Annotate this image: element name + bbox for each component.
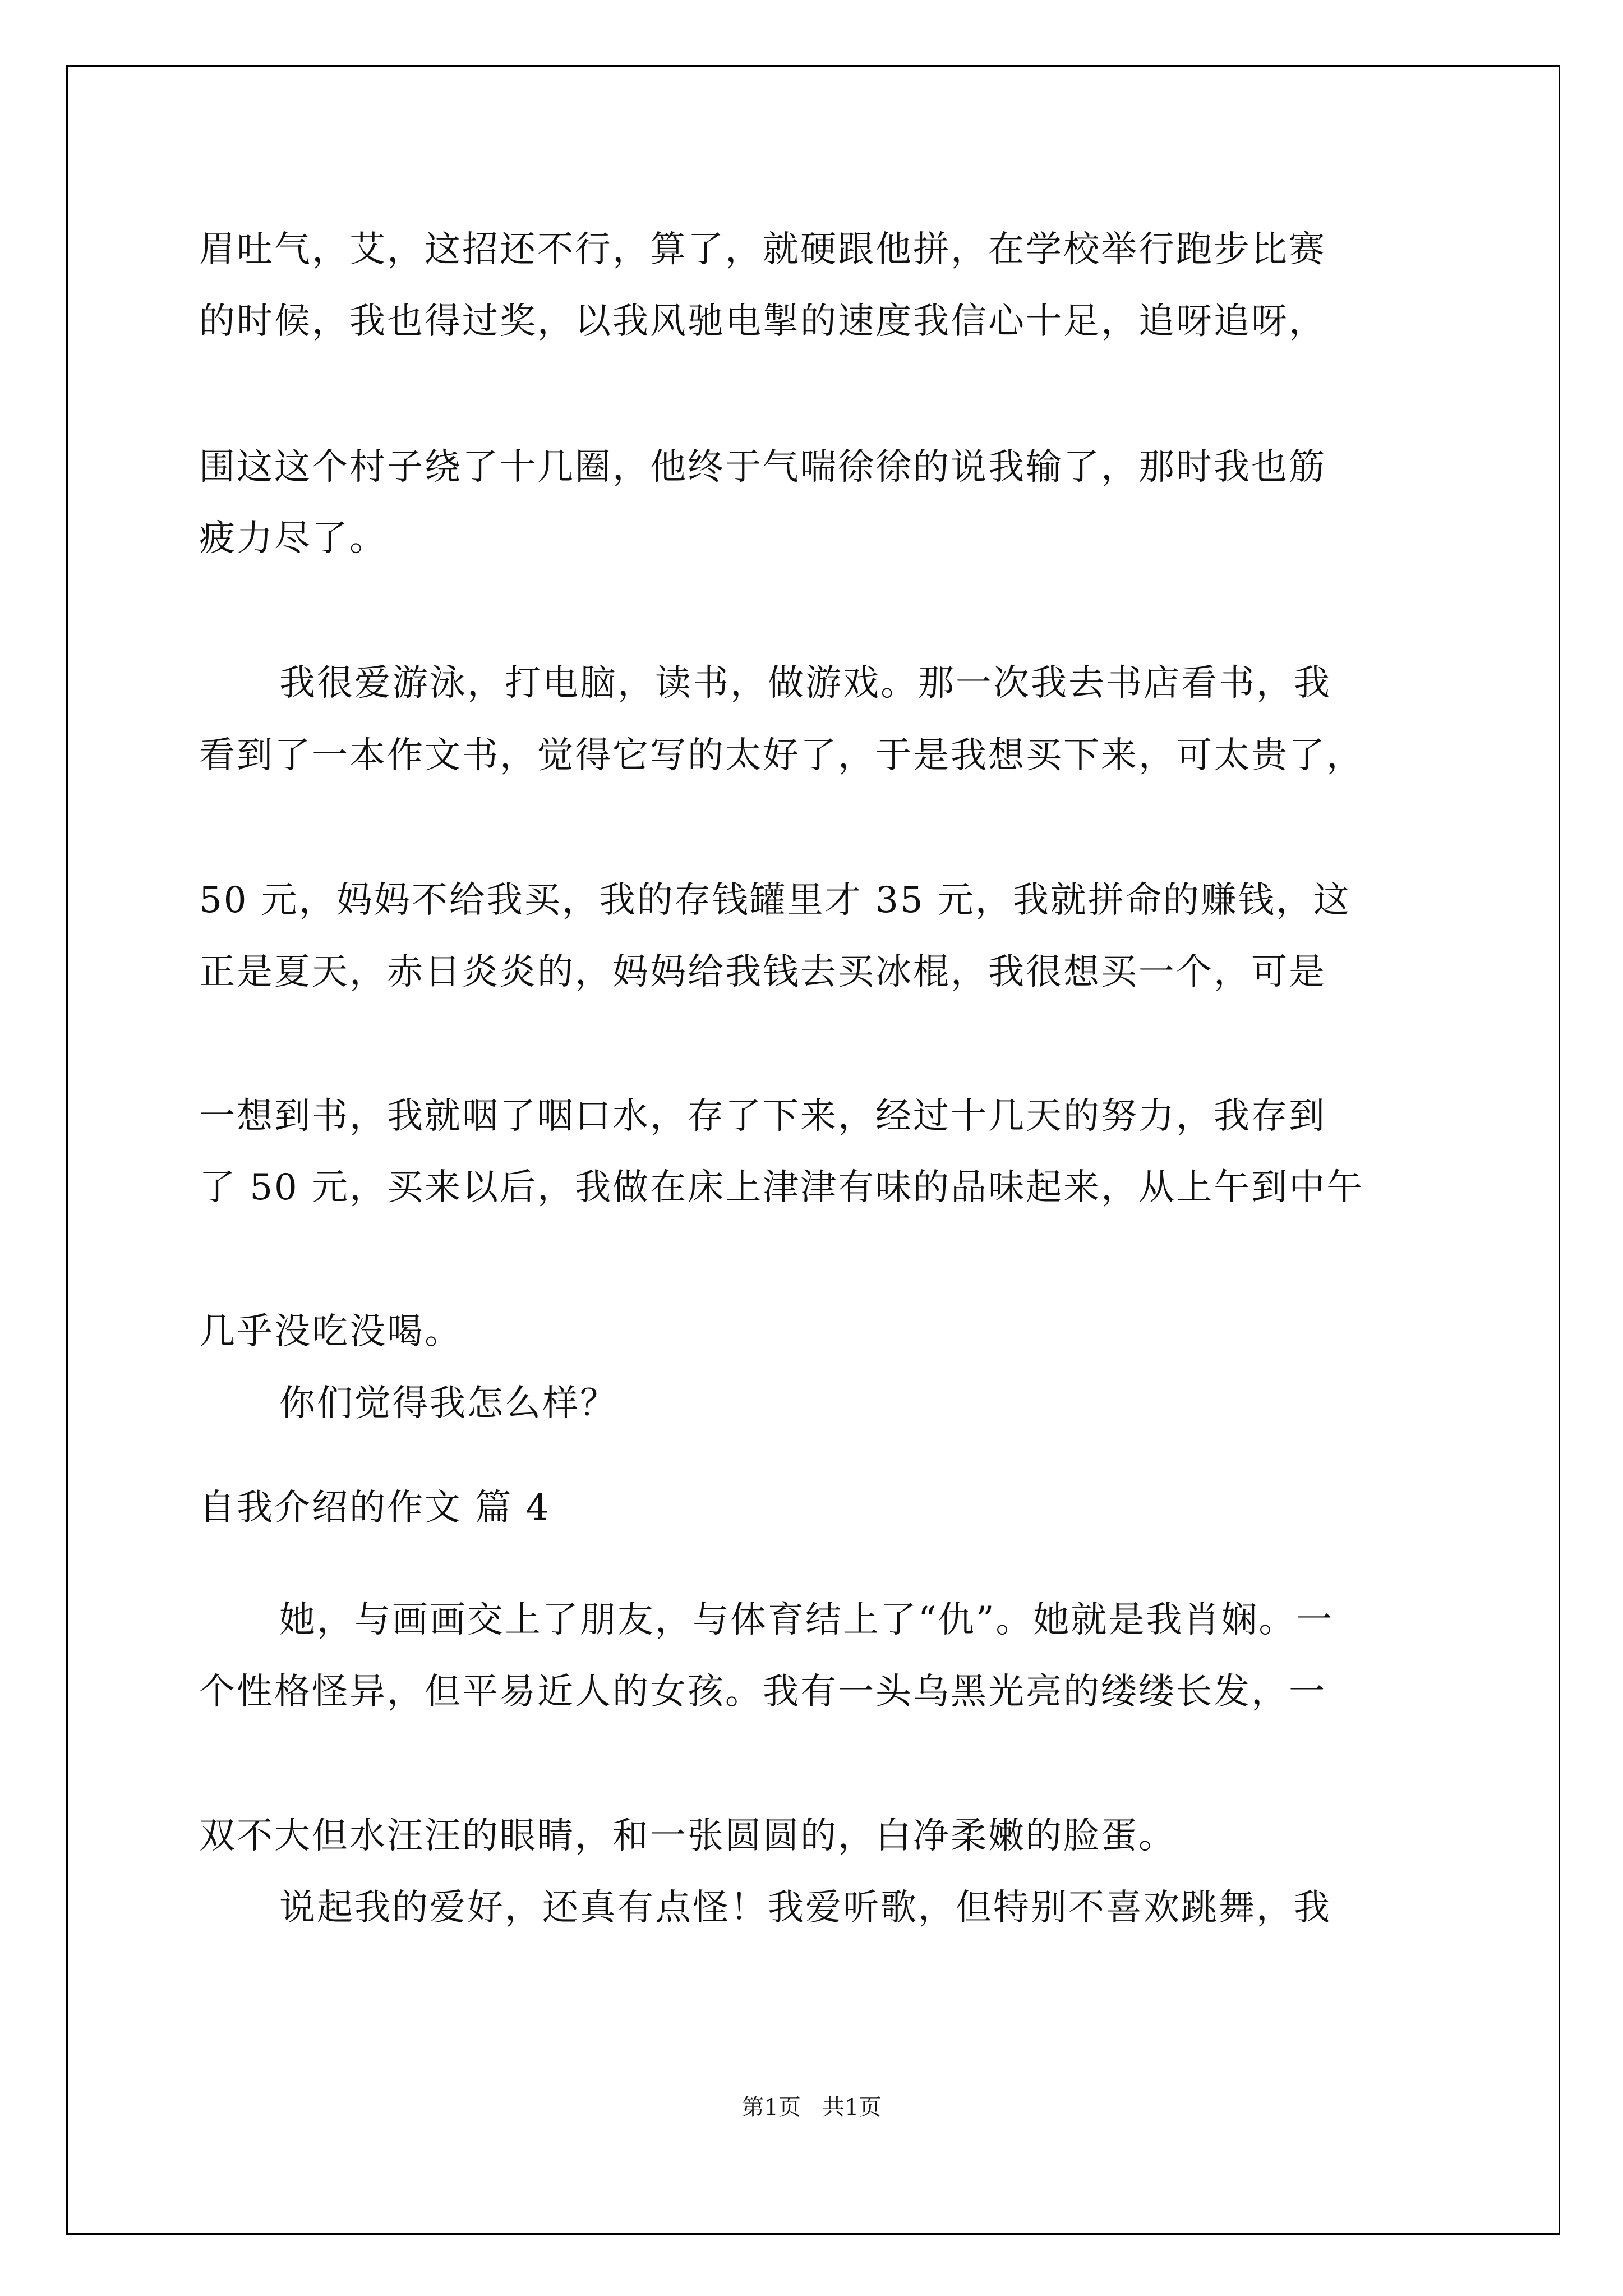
text-line: 一想到书，我就咽了咽口水，存了下来，经过十几天的努力，我存到 xyxy=(199,1096,1326,1137)
text-line: 几乎没吃没喝。 xyxy=(199,1311,462,1352)
text-line: 的时候，我也得过奖，以我风驰电掣的速度我信心十足，追呀追呀， xyxy=(199,301,1326,342)
text-line: 正是夏天，赤日炎炎的，妈妈给我钱去买冰棍，我很想买一个，可是 xyxy=(199,951,1326,993)
text-line: 看到了一本作文书，觉得它写的太好了，于是我想买下来，可太贵了， xyxy=(199,735,1364,776)
paragraph-start-line: 你们觉得我怎么样？ xyxy=(279,1383,617,1424)
text-line: 了 50 元，买来以后，我做在床上津津有味的品味起来，从上午到中午 xyxy=(199,1167,1364,1208)
paragraph-start-line: 我很爱游泳，打电脑，读书，做游戏。那一次我去书店看书，我 xyxy=(279,662,1331,704)
text-line: 双不大但水汪汪的眼睛，和一张圆圆的，白净柔嫩的脸蛋。 xyxy=(199,1815,1176,1857)
paragraph-start-line: 说起我的爱好，还真有点怪！我爱听歌，但特别不喜欢跳舞，我 xyxy=(279,1887,1331,1929)
paragraph-start-line: 她，与画画交上了朋友，与体育结上了“仇”。她就是我肖娴。一 xyxy=(279,1599,1334,1641)
text-line: 个性格怪异，但平易近人的女孩。我有一头乌黑光亮的缕缕长发，一 xyxy=(199,1671,1326,1713)
text-line: 50 元，妈妈不给我买，我的存钱罐里才 35 元，我就拼命的赚钱，这 xyxy=(199,880,1351,921)
text-line: 疲力尽了。 xyxy=(199,518,387,559)
text-line: 眉吐气，艾，这招还不行，算了，就硬跟他拼，在学校举行跑步比赛 xyxy=(199,229,1326,270)
section-heading: 自我介绍的作文 篇 4 xyxy=(199,1487,551,1529)
page-number-footer: 第1页 共1页 xyxy=(741,2095,882,2120)
text-line: 围这这个村子绕了十几圈，他终于气喘徐徐的说我输了，那时我也筋 xyxy=(199,447,1326,488)
